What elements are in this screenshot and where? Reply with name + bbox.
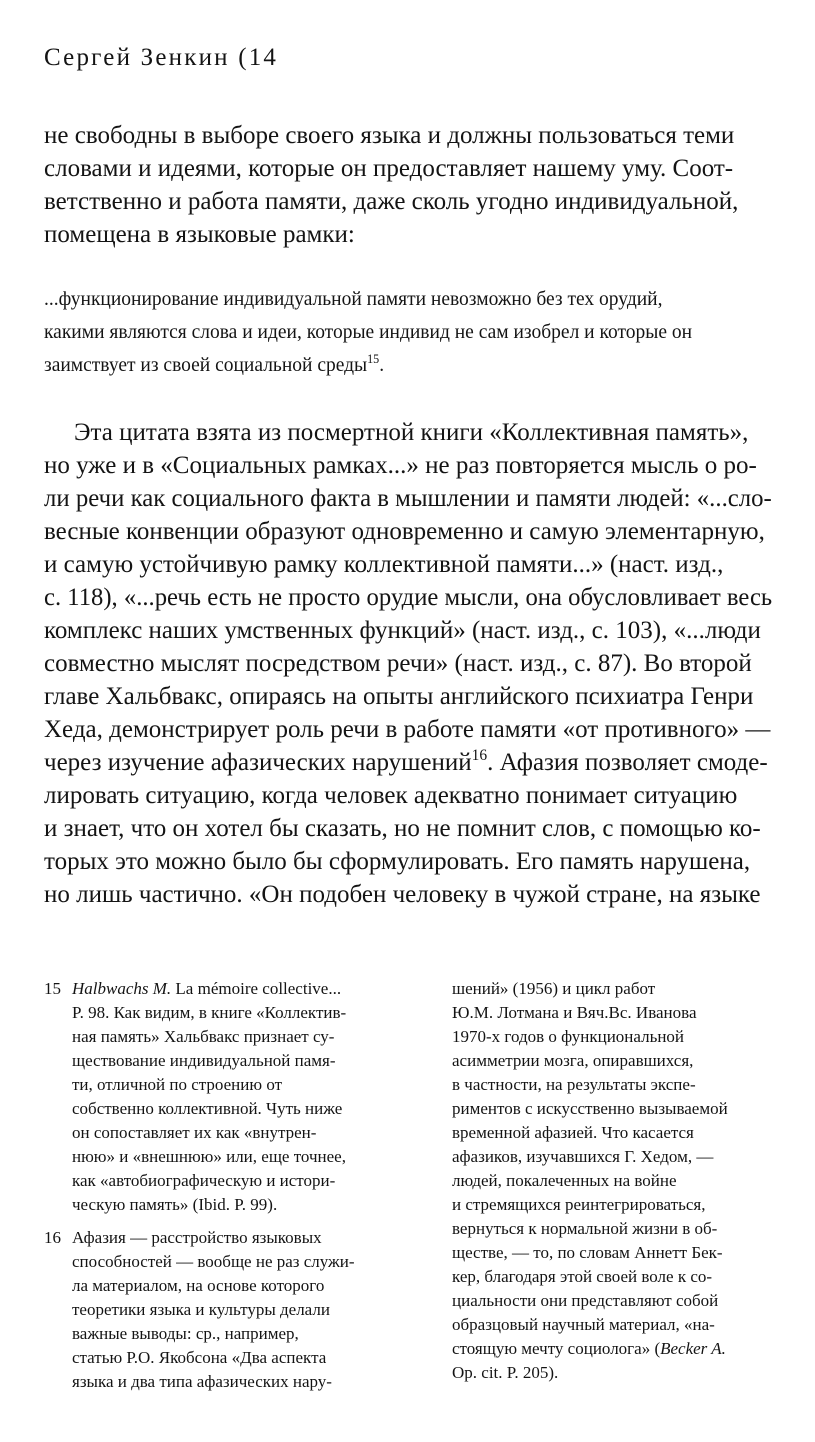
footnote-line: Op. cit. P. 205). bbox=[452, 1363, 559, 1382]
footnote-line: теоретики языка и культуры делали bbox=[72, 1300, 330, 1319]
text-line: и самую устойчивую рамку коллективной памяти...» (наст. изд., bbox=[44, 551, 724, 578]
footnote-text: La mémoire collective... bbox=[171, 979, 342, 998]
footnote-line: афазиков, изучавшихся Г. Хедом, — bbox=[452, 1147, 714, 1166]
text-line: комплекс наших умственных функций» (наст. изд., с. 103), «...люди bbox=[44, 617, 761, 644]
footnote-line: Афазия — расстройство языковых bbox=[72, 1228, 322, 1247]
footnote-line: людей, покалеченных на войне bbox=[452, 1171, 677, 1190]
page-number: (14 bbox=[238, 44, 279, 71]
text-line: с. 118), «...речь есть не просто орудие мысли, она обусловливает весь bbox=[44, 584, 773, 611]
text-line: Хеда, демонстрирует роль речи в работе памяти «от противного» — bbox=[44, 716, 771, 743]
footnote-number-15: 15 bbox=[44, 979, 61, 998]
footnote-ref-16[interactable]: 16 bbox=[471, 746, 488, 764]
footnote-line: собственно коллективной. Чуть ниже bbox=[72, 1099, 343, 1118]
footnote-line: ческую память» (Ibid. P. 99). bbox=[72, 1195, 278, 1214]
footnote-line: циальности они представляют собой bbox=[452, 1291, 719, 1310]
text-segment: . Афазия позволяет смоде- bbox=[487, 749, 768, 776]
text-line: но лишь частично. «Он подобен человеку в чужой стране, на языке bbox=[44, 881, 761, 908]
footnote-line: вернуться к нормальной жизни в об- bbox=[452, 1219, 718, 1238]
footnote-line bbox=[72, 979, 341, 999]
text-segment: через изучение афазических нарушений bbox=[44, 749, 472, 776]
quote-text: заимствует из своей социальной среды bbox=[44, 355, 368, 376]
text-line: и знает, что он хотел бы сказать, но не помнит слов, с помощью ко- bbox=[44, 815, 761, 842]
quote-line: ...функционирование индивидуальной памяти невозможно без тех орудий, bbox=[44, 289, 663, 310]
text-line: Эта цитата взята из посмертной книги «Коллективная память», bbox=[74, 419, 749, 446]
footnote-line: кер, благодаря этой своей воле к со- bbox=[452, 1267, 713, 1286]
footnote-line: образцовый научный материал, «на- bbox=[452, 1315, 715, 1334]
text-line: главе Хальбвакс, опираясь на опыты английского психиатра Генри bbox=[44, 683, 754, 710]
footnote-line: статью Р.О. Якобсона «Два аспекта bbox=[72, 1348, 327, 1367]
text-line: помещена в языковые рамки: bbox=[44, 221, 355, 248]
footnote-line bbox=[452, 1339, 726, 1359]
text-line: но уже и в «Социальных рамках...» не раз повторяется мысль о ро- bbox=[44, 452, 757, 479]
footnote-line: риментов с искусственно вызываемой bbox=[452, 1099, 728, 1118]
footnote-line: 1970-х годов о функциональной bbox=[452, 1027, 685, 1046]
footnote-line: и стремящихся реинтегрироваться, bbox=[452, 1195, 706, 1214]
footnote-line: асимметрии мозга, опиравшихся, bbox=[452, 1051, 694, 1070]
text-line: торых это можно было бы сформулировать. Его память нарушена, bbox=[44, 848, 751, 875]
footnote-text: стоящую мечту социолога» ( bbox=[452, 1339, 661, 1358]
text-line: ли речи как социального факта в мышлении и памяти людей: «...сло- bbox=[44, 485, 772, 512]
footnote-author: Becker A. bbox=[660, 1339, 726, 1358]
text-line: ветственно и работа памяти, даже сколь угодно индивидуальной, bbox=[44, 188, 739, 215]
author-name: Сергей Зенкин bbox=[44, 44, 230, 71]
text-line: не свободны в выборе своего языка и должны пользоваться теми bbox=[44, 122, 735, 149]
footnote-ref-15[interactable]: 15 bbox=[367, 352, 380, 367]
text-line bbox=[44, 746, 768, 777]
footnote-line: ществе, — то, по словам Аннетт Бек- bbox=[452, 1243, 723, 1262]
footnote-line: языка и два типа афазических нару- bbox=[72, 1372, 332, 1391]
footnote-line: ществование индивидуальной памя- bbox=[72, 1051, 336, 1070]
footnote-line: ла материалом, на основе которого bbox=[72, 1276, 325, 1295]
footnote-line: P. 98. Как видим, в книге «Коллектив- bbox=[72, 1003, 347, 1022]
quote-line bbox=[44, 352, 385, 377]
footnote-line: он сопоставляет их как «внутрен- bbox=[72, 1123, 317, 1142]
footnote-line: в частности, на результаты экспе- bbox=[452, 1075, 696, 1094]
footnote-line: как «автобиографическую и истори- bbox=[72, 1171, 336, 1190]
footnote-line: ти, отличной по строению от bbox=[72, 1075, 283, 1094]
text-line: словами и идеями, которые он предоставляет нашему уму. Соот- bbox=[44, 155, 734, 182]
quote-period: . bbox=[379, 355, 385, 376]
text-line: лировать ситуацию, когда человек адекватно понимает ситуацию bbox=[44, 782, 738, 809]
footnote-line: шений» (1956) и цикл работ bbox=[452, 979, 656, 998]
footnote-author: Halbwachs M. bbox=[72, 979, 172, 998]
footnote-line: способностей — вообще не раз служи- bbox=[72, 1252, 355, 1271]
running-header bbox=[44, 44, 278, 72]
footnote-line: Ю.М. Лотмана и Вяч.Вс. Иванова bbox=[452, 1003, 697, 1022]
footnote-line: ная память» Хальбвакс признает су- bbox=[72, 1027, 335, 1046]
quote-line: какими являются слова и идеи, которые индивид не сам изобрел и которые он bbox=[44, 322, 693, 343]
footnote-line: временной афазией. Что касается bbox=[452, 1123, 694, 1142]
footnote-number-16: 16 bbox=[44, 1228, 61, 1247]
footnote-line: важные выводы: ср., например, bbox=[72, 1324, 299, 1343]
text-line: совместно мыслят посредством речи» (наст. изд., с. 87). Во второй bbox=[44, 650, 752, 677]
text-line: весные конвенции образуют одновременно и самую элементарную, bbox=[44, 518, 765, 545]
footnote-line: нюю» и «внешнюю» или, еще точнее, bbox=[72, 1147, 346, 1166]
